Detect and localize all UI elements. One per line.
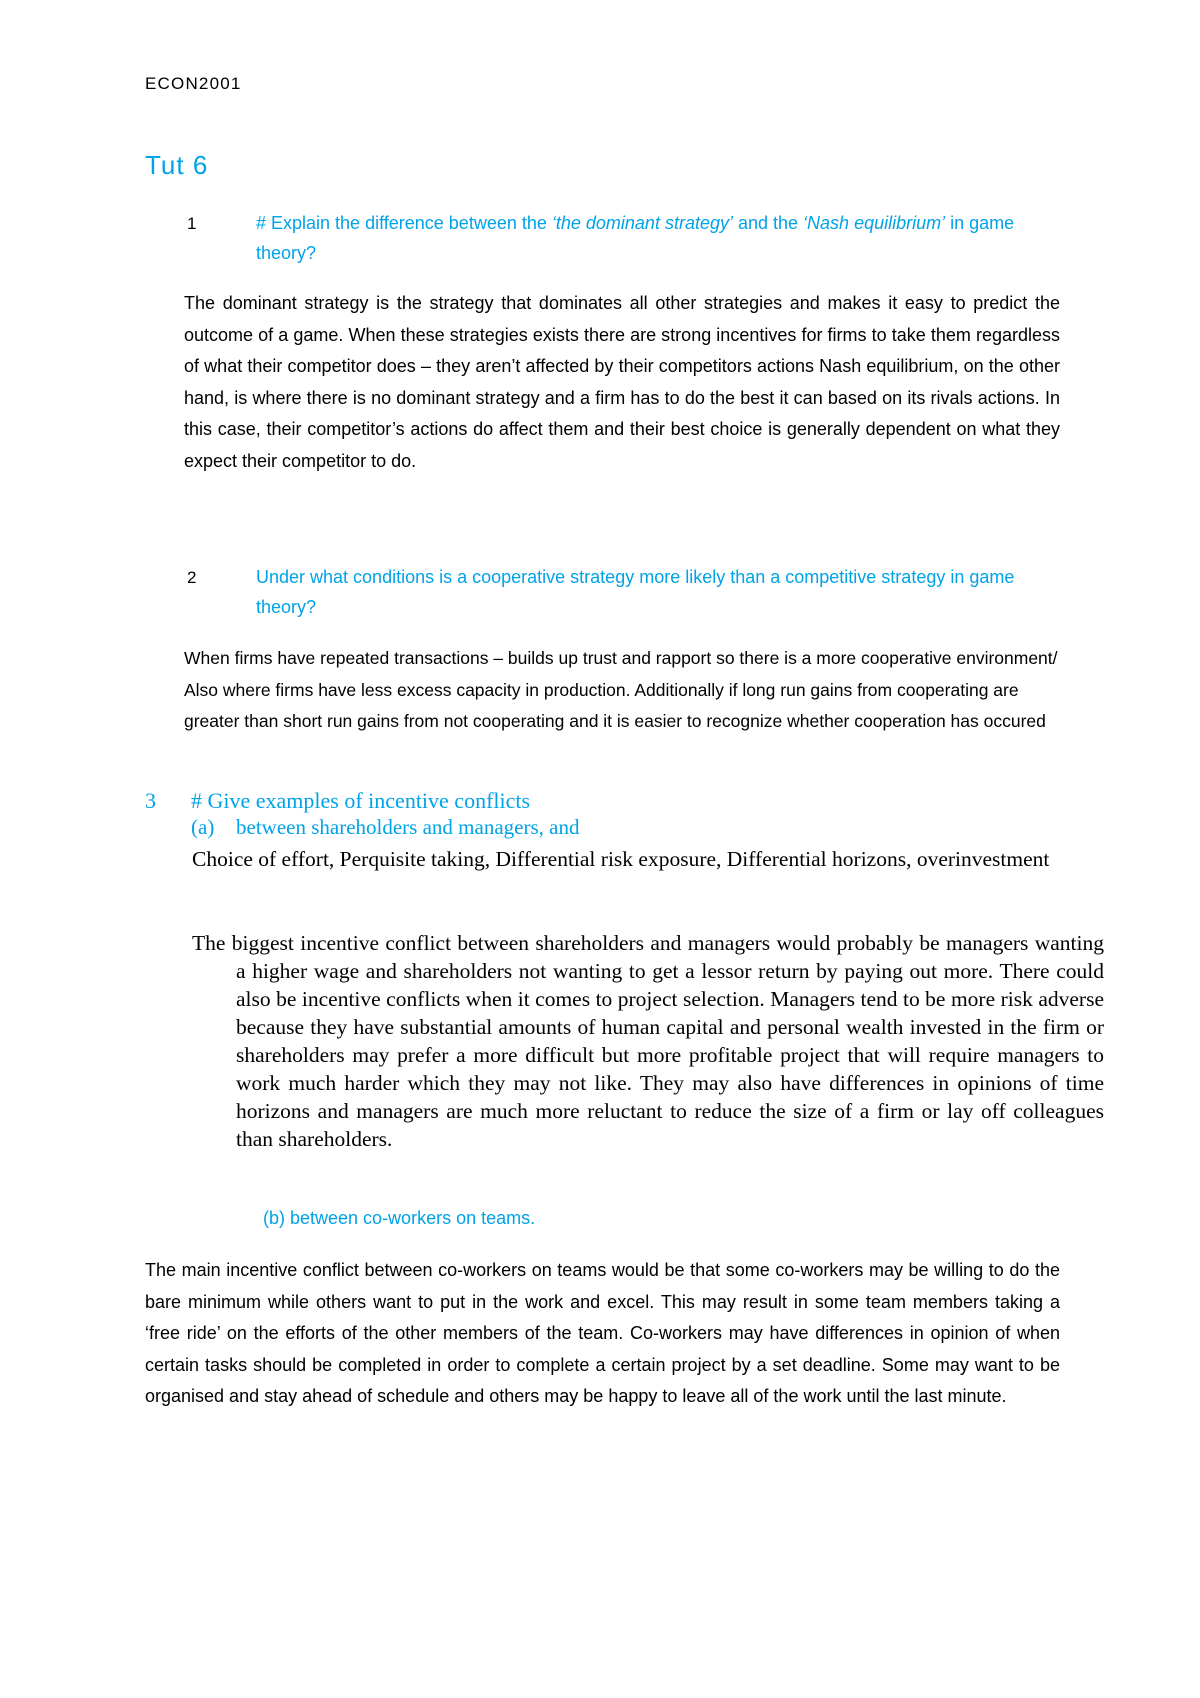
question-1-prefix: # Explain the difference between the — [256, 213, 552, 233]
question-1-number: 1 — [187, 214, 197, 233]
page-title: Tut 6 — [145, 150, 209, 180]
answer-3a-list: Choice of effort, Perquisite taking, Differential risk exposure, Differential horizons, overinvestment — [192, 847, 1050, 871]
answer-3a: The biggest incentive conflict between shareholders and managers would probably be managers wanting a higher wage and shareholders not wanting to get a lessor return by paying out more. There could also be incentive conflicts when it comes to project selection. Managers tend to be more risk adverse because they have substantial amounts of human capital and personal wealth invested in the firm or shareholders may prefer a more difficult but more profitable project that will require managers to work much harder which they may not like. They may also have differences in opinions of time horizons and managers are much more reluctant to reduce the size of a firm or lay off colleagues than shareholders. — [192, 931, 1104, 1151]
question-1-mid: and the — [732, 213, 804, 233]
question-1-suffix: in game theory? — [256, 213, 1015, 263]
course-code: ECON2001 — [145, 74, 242, 93]
answer-3b: The main incentive conflict between co-workers on teams would be that some co-workers may be willing to do the bare minimum while others want to put in the work and excel. This may result in some team members taking a ‘free ride’ on the efforts of the other members of the team. Co-workers may have differences in opinion of when certain tasks should be completed in order to complete a certain project by a set deadline. Some may want to be organised and stay ahead of schedule and others may be happy to leave all of the work until the last minute. — [145, 1260, 1060, 1406]
question-3b-text: (b) between co-workers on teams. — [263, 1208, 536, 1228]
question-3a-text: between shareholders and managers, and — [236, 815, 580, 839]
question-3-number: 3 — [145, 788, 156, 813]
question-3a-label: (a) — [191, 815, 215, 839]
question-3-text: # Give examples of incentive conflicts — [191, 788, 531, 813]
question-2-number: 2 — [187, 568, 197, 587]
question-1-term-nash: ‘Nash equilibrium’ — [803, 213, 946, 233]
question-1-text — [256, 208, 1056, 268]
answer-2: When firms have repeated transactions – builds up trust and rapport so there is a more cooperative environment/ Also where firms have less excess capacity in production. Additionally if long run gains from cooperating are greater than short run gains from not cooperating and it is easier to recognize whether cooperation has occured — [184, 648, 1058, 731]
question-2-text: Under what conditions is a cooperative strategy more likely than a competitive strategy in game theory? — [256, 567, 1015, 617]
answer-1: The dominant strategy is the strategy that dominates all other strategies and makes it easy to predict the outcome of a game. When these strategies exists there are strong incentives for firms to take them regardless of what their competitor does – they aren’t affected by their competitors actions Nash equilibrium, on the other hand, is where there is no dominant strategy and a firm has to do the best it can based on its rivals actions. In this case, their competitor’s actions do affect them and their best choice is generally dependent on what they expect their competitor to do. — [184, 293, 1060, 471]
question-1-term-dominant: ‘the dominant strategy’ — [551, 213, 733, 233]
